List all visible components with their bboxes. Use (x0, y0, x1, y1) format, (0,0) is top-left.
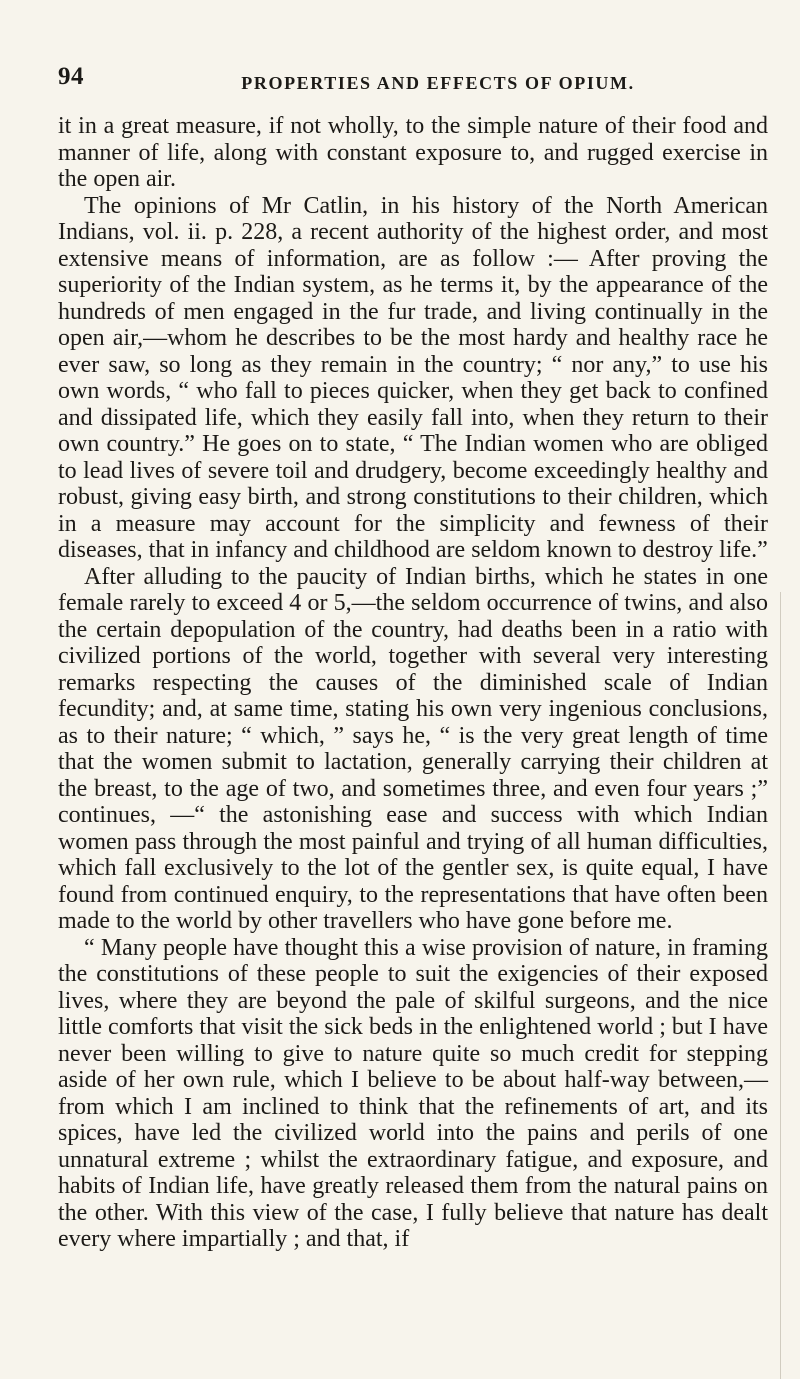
paragraph-catlin-opinion: The opinions of Mr Catlin, in his history of the North American Indians, vol. ii. p. 228, a recent authority of the highest order, and most extensive means of information, are as follow :— After proving the superiority of the Indian system, as he terms it, by the appearance of the hundreds of men engaged in the fur trade, and living continually in the open air,—whom he describes to be the most hardy and healthy race he ever saw, so long as they remain in the country; “ nor any,” to use his own words, “ who fall to pieces quicker, when they get back to confined and dissipated life, which they easily fall into, when they return to their own country.” He goes on to state, “ The Indian women who are obliged to lead lives of severe toil and drudgery, become exceedingly healthy and robust, giving easy birth, and strong constitutions to their children, which in a measure may account for the simplicity and fewness of their diseases, that in infancy and childhood are seldom known to destroy life.” (58, 192, 768, 563)
paragraph-indian-births: After alluding to the paucity of Indian births, which he states in one female rarely to exceed 4 or 5,—the seldom occurrence of twins, and also the certain depopulation of the country, had deaths been in a ratio with civilized portions of the world, together with several very interesting remarks respecting the causes of the diminished scale of Indian fecundity; and, at same time, stating his own very ingenious conclusions, as to their nature; “ which, ” says he, “ is the very great length of time that the women submit to lactation, generally carrying their children at the breast, to the age of two, and sometimes three, and even four years ;” continues, —“ the astonishing ease and success with which Indian women pass through the most painful and trying of all human difficulties, which fall exclusively to the lot of the gentler sex, is quite equal, I have found from continued enquiry, to the representations that have often been made to the world by other travellers who have gone before me. (58, 563, 768, 934)
body-text (58, 113, 768, 1253)
page-edge-shadow (780, 592, 781, 1379)
page-number: 94 (58, 63, 84, 90)
page-header (58, 62, 768, 102)
running-head: PROPERTIES AND EFFECTS OF OPIUM. (241, 73, 635, 93)
paragraph-provision-of-nature: “ Many people have thought this a wise provision of nature, in framing the constitutions of these people to suit the exigencies of their exposed lives, where they are beyond the pale of skilful surgeons, and the nice little comforts that visit the sick beds in the enlightened world ; but I have never been willing to give to nature quite so much credit for stepping aside of her own rule, which I believe to be about half-way between,—from which I am inclined to think that the refinements of art, and its spices, have led the civilized world into the pains and perils of one unnatural extreme ; whilst the extraordinary fatigue, and exposure, and habits of Indian life, have greatly released them from the natural pains on the other. With this view of the case, I fully believe that nature has dealt every where impartially ; and that, if (58, 934, 768, 1252)
paragraph-continuation: it in a great measure, if not wholly, to the simple nature of their food and manner of life, along with constant exposure to, and rugged exercise in the open air. (58, 113, 768, 192)
